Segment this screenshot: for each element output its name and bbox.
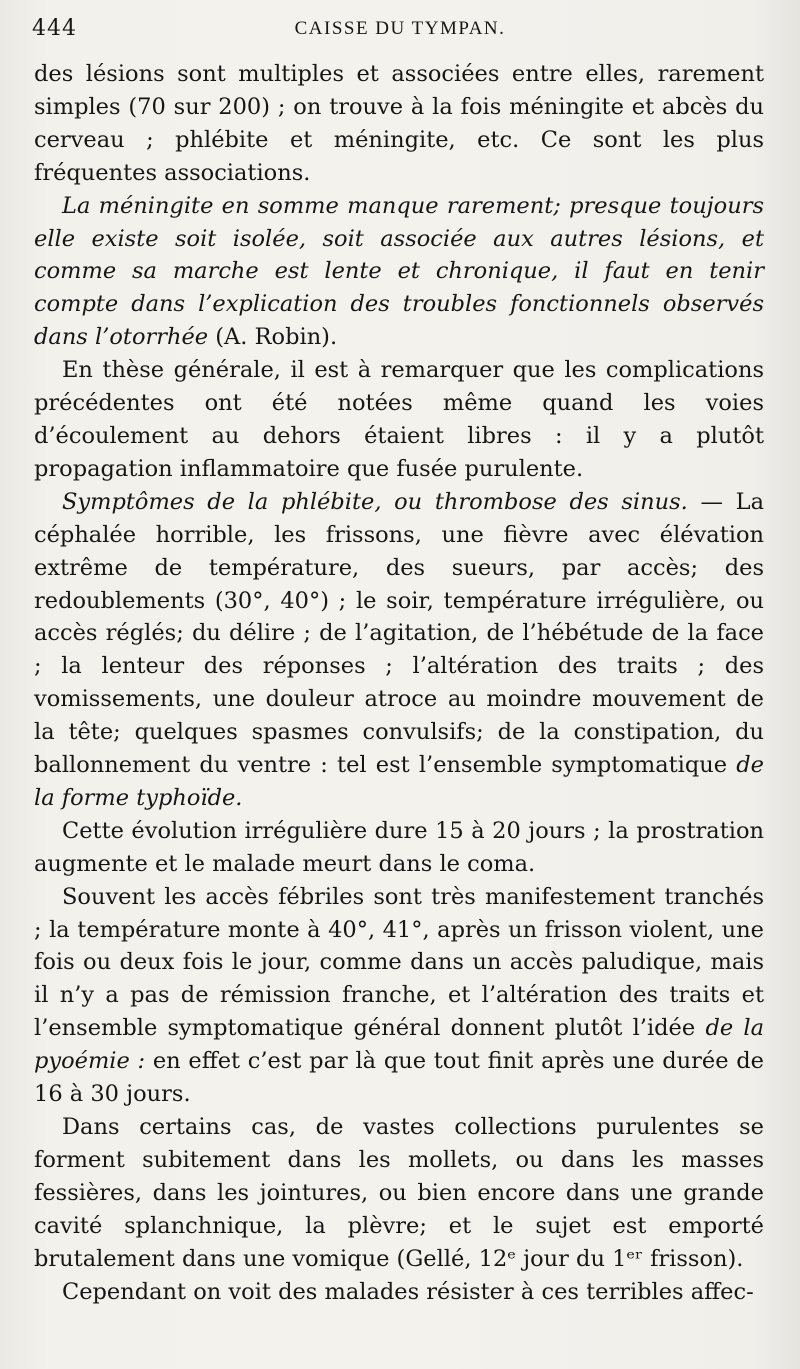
- paragraph: [34, 190, 764, 355]
- paragraph: [34, 1111, 764, 1276]
- page-header: [30, 14, 770, 44]
- text-run: En thèse générale, il est à remarquer que les complications précédentes ont été notées même quand les voies d’écoulement au dehors étaient libres : il y a plutôt propagation inflammatoire que fusée purulente.: [34, 357, 764, 482]
- italic-text-run: Symptômes de la phlébite, ou thrombose des sinus.: [62, 488, 688, 515]
- text-run: — La céphalée horrible, les frissons, une fièvre avec élévation extrême de température, des sueurs, par accès; des redoublements (30°, 40°) ; le soir, température irrégulière, ou accès réglés; du délire ; de l’agitation, de l’hébétude de la face ; la lenteur des réponses ; l’altération des traits ; des vomissements, une douleur atroce au moindre mouvement de la tête; quelques spasmes convulsifs; de la constipation, du ballonnement du ventre : tel est l’ensemble symptomatique: [34, 488, 764, 779]
- text-run: Dans certains cas, de vastes collections purulentes se forment subitement dans les mollets, ou dans les masses fessières, dans les jointures, ou bien encore dans une grande cavité splanchnique, la plèvre; et le sujet est emporté brutalement dans une vomique (Gellé, 12ᵉ jour du 1ᵉʳ frisson).: [34, 1114, 764, 1272]
- italic-text-run: de la forme typhoïde.: [34, 752, 764, 811]
- paragraph: [34, 815, 764, 881]
- page-number: 444: [32, 16, 77, 41]
- paragraph: [34, 486, 764, 815]
- italic-text-run: de la pyoémie :: [34, 1015, 765, 1075]
- italic-text-run: La méningite en somme manque rarement; presque toujours elle existe soit isolée, soit associée aux autres lésions, et comme sa marche est lente et chronique, il faut en tenir compte dans l’explication des troubles fonctionnels observés dans l’otorrhée: [34, 192, 764, 351]
- text-run: Souvent les accès fébriles sont très manifestement tranchés ; la température monte à 40°, 41°, après un frisson violent, une fois ou deux fois le jour, comme dans un accès paludique, mais il n’y a pas de rémission franche, et l’altération des traits et l’ensemble symptomatique général donnent plutôt l’idée: [34, 883, 764, 1042]
- text-run: des lésions sont multiples et associées entre elles, rarement simples (70 sur 200) ; on trouve à la fois méningite et abcès du cerveau ; phlébite et méningite, etc. Ce sont les plus fréquentes associations.: [34, 61, 764, 186]
- paragraph: [34, 1276, 764, 1309]
- paragraph: [34, 881, 764, 1111]
- paragraph: [34, 58, 764, 190]
- running-title: CAISSE DU TYMPAN.: [294, 18, 506, 39]
- paragraph: [34, 354, 764, 486]
- text-run: Cette évolution irrégulière dure 15 à 20 jours ; la prostration augmente et le malade meurt dans le coma.: [34, 817, 764, 877]
- text-run: (A. Robin).: [208, 324, 338, 351]
- text-run: Cependant on voit des malades résister à ces terribles affec-: [62, 1278, 754, 1305]
- body-text: [34, 58, 764, 1308]
- text-run: en effet c’est par là que tout finit après une durée de 16 à 30 jours.: [34, 1048, 764, 1108]
